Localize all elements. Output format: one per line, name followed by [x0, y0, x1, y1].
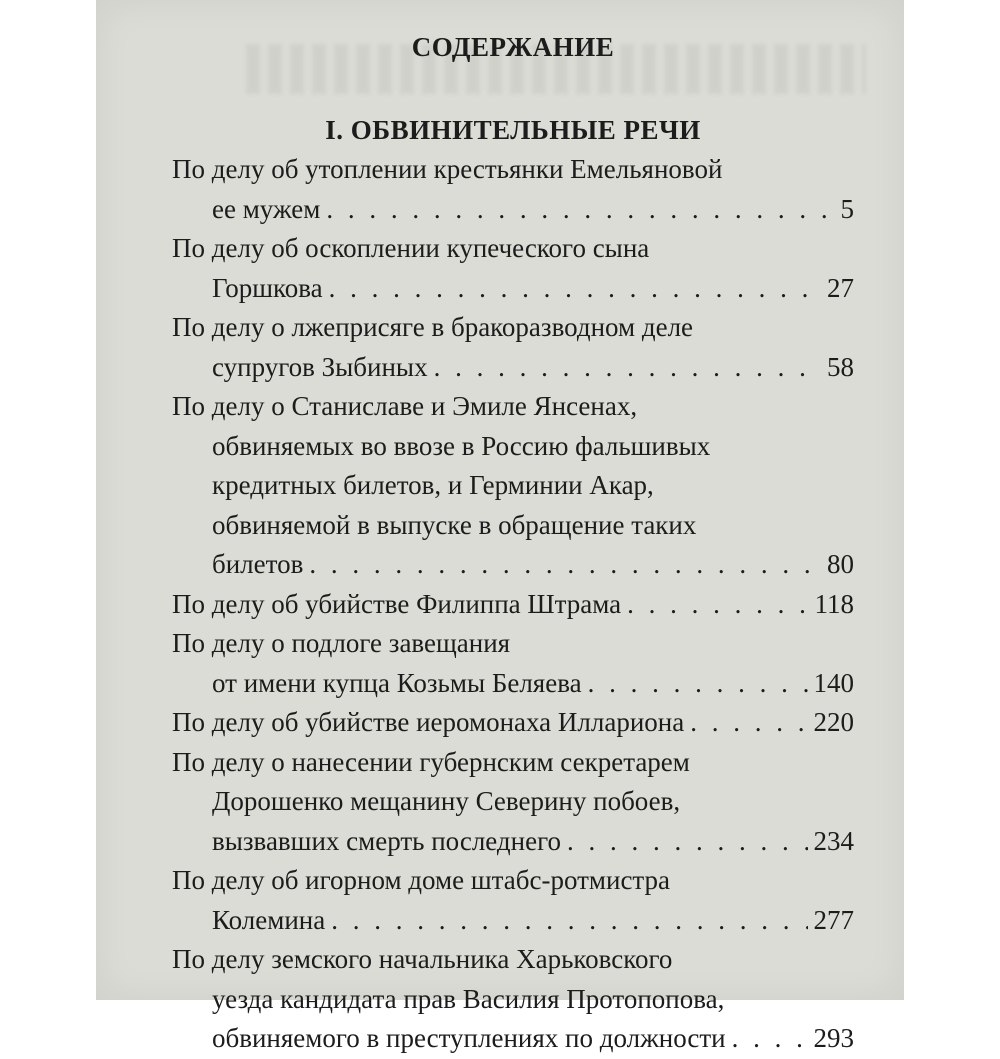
toc-entry-line	[172, 861, 854, 901]
leader-dots	[627, 585, 808, 625]
toc-entry-last-line	[172, 901, 854, 941]
toc-entry-text: По делу о нанесении губернским секретарем	[172, 746, 690, 777]
page-number: 27	[827, 272, 854, 303]
toc-entry-line	[172, 624, 854, 664]
toc-entry-last-line	[172, 664, 854, 704]
leader-dots	[309, 545, 821, 585]
leader-dots	[326, 190, 834, 230]
leader-dots	[732, 1019, 808, 1059]
toc-entry-text: По делу об оскоплении купеческого сына	[172, 233, 650, 263]
toc-entry-text: По делу земского начальника Харьковского	[172, 944, 673, 974]
toc-entry-text: ее мужем	[212, 193, 321, 224]
toc-entry-text: уезда кандидата прав Василия Протопопова,	[212, 983, 725, 1014]
toc-entry-line	[172, 150, 854, 190]
toc-entry-last-line	[172, 348, 854, 388]
toc-entry-last-line	[172, 190, 854, 230]
toc-entry-text: По делу об убийстве иеромонаха Иллариона	[172, 707, 685, 737]
toc-entry-line	[172, 466, 854, 506]
toc-entry-text: По делу об игорном доме штабс-ротмистра	[172, 865, 671, 895]
toc-entry-text: По делу о лжеприсяге в бракоразводном деле	[172, 312, 694, 342]
toc-entry-text: вызвавших смерть последнего	[212, 825, 562, 856]
toc-entry-last-line	[172, 822, 854, 862]
toc-entry-text: кредитных билетов, и Герминии Акар,	[212, 470, 654, 500]
page-title: СОДЕРЖАНИЕ	[411, 32, 615, 62]
toc-entry-line	[172, 229, 854, 269]
toc-entry-line	[172, 782, 854, 822]
leader-dots	[567, 822, 807, 862]
toc-entry-text: от имени купца Козьмы Беляева	[212, 667, 582, 698]
toc-entry-last-line	[172, 269, 854, 309]
section-heading: I. ОБВИНИТЕЛЬНЫЕ РЕЧИ	[325, 115, 701, 145]
toc-entry-text: Дорошенко мещанину Северину побоев,	[212, 786, 681, 816]
page-number: 5	[840, 193, 854, 224]
toc-entry-text: По делу о подлоге завещания	[172, 628, 511, 658]
leader-dots	[329, 269, 821, 309]
page-number: 140	[813, 667, 854, 698]
toc-entry-text: обвиняемого в преступлениях по должности	[212, 1023, 726, 1053]
toc-entry-text: По делу об утоплении крестьянки Емельяновой	[172, 154, 723, 184]
leader-dots	[331, 901, 807, 941]
page-number: 293	[813, 1023, 854, 1053]
page-number: 58	[827, 351, 854, 382]
toc-entry-line	[172, 506, 854, 546]
toc-entry-line	[172, 743, 854, 783]
toc-entry-text: обвиняемой в выпуске в обращение таких	[212, 509, 697, 540]
toc-entry-line	[172, 308, 854, 348]
toc-entry-text: Горшкова	[212, 272, 323, 303]
toc-entry-last-line	[172, 545, 854, 585]
toc-entry-last-line	[172, 1019, 854, 1059]
leader-dots	[434, 348, 821, 388]
leader-dots	[588, 664, 808, 704]
page-number: 118	[814, 588, 854, 619]
toc-entry-last-line	[172, 585, 854, 625]
toc-entry-text: По делу об убийстве Филиппа Штрама	[172, 588, 622, 619]
leader-dots	[690, 703, 807, 743]
toc-entry-text: Колемина	[212, 904, 326, 935]
toc-entry-text: По делу о Станиславе и Эмиле Янсенах,	[172, 391, 638, 421]
toc-entry-line	[172, 387, 854, 427]
page-number: 277	[813, 904, 854, 935]
toc-entry-line	[172, 980, 854, 1020]
toc-entry-line	[172, 940, 854, 980]
book-page	[96, 0, 904, 1053]
toc-entry-text: обвиняемых во ввозе в Россию фальшивых	[212, 430, 711, 461]
toc-entry-text: супругов Зыбиных	[212, 351, 428, 382]
toc-entries	[172, 150, 854, 1059]
page-number: 80	[827, 549, 854, 579]
page-number: 220	[813, 707, 854, 737]
toc-entry-line	[172, 427, 854, 467]
toc-entry-last-line	[172, 703, 854, 743]
page-number: 234	[813, 825, 854, 856]
toc-entry-text: билетов	[212, 549, 304, 579]
